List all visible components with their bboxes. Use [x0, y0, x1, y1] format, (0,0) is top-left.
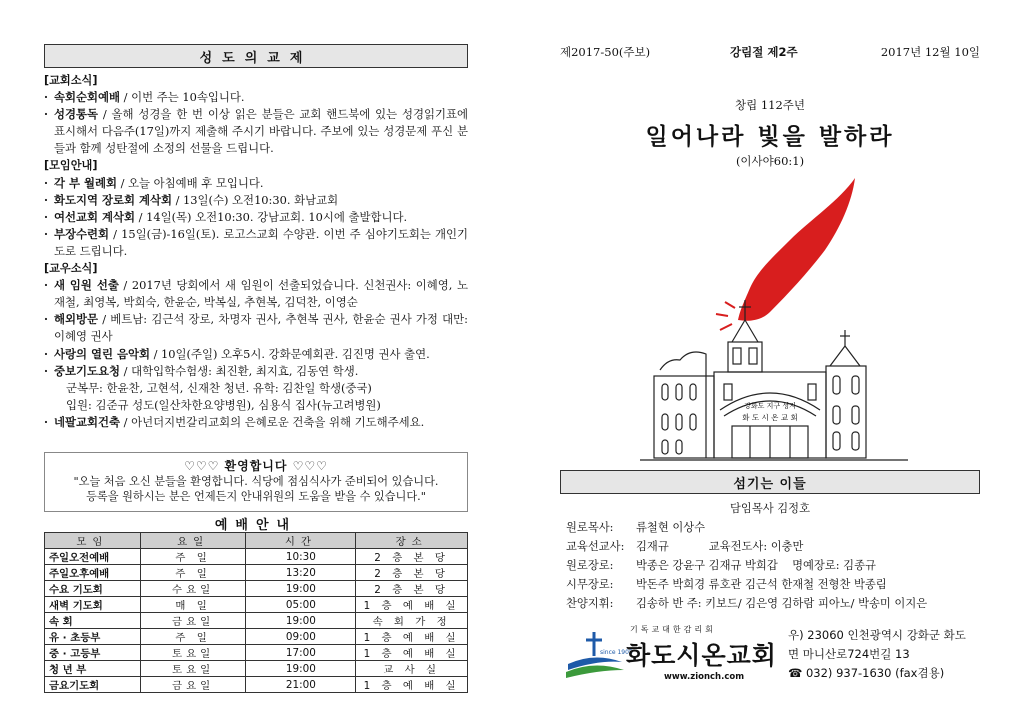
notice-item: · 여선교회 계삭회 / 14일(목) 오전10:30. 강남교회. 10시에 출발합니다. — [44, 209, 408, 224]
notice-title: 여선교회 계삭회 — [54, 209, 135, 224]
notice-text: / 2017년 당회에서 새 임원이 선출되었습니다. 신천권사: 이혜영, 노재철, 최영복, 박희숙, 한윤순, 박복실, 추현복, 김덕찬, 이영순 — [54, 278, 468, 310]
welcome-box — [44, 452, 468, 512]
place-cell: 2 층 본 당 — [356, 549, 468, 565]
place-cell: 1 층 예 배 실 — [356, 597, 468, 613]
staff-label: 명예장로: — [792, 559, 840, 572]
notice-item: · 속회순회예배 / 이번 주는 10속입니다. — [44, 90, 245, 105]
staff-row — [566, 594, 986, 613]
staff-label: 교육전도사: — [708, 540, 768, 553]
day-cell: 주 일 — [140, 549, 246, 565]
staff-label: 교육선교사: — [566, 540, 625, 553]
notice-title: 중보기도요청 — [54, 363, 121, 378]
notice-title: 성경통독 — [54, 107, 99, 122]
place-cell: 속 회 가 정 — [356, 613, 468, 629]
staff-row — [566, 537, 986, 556]
place-cell: 2 층 본 당 — [356, 565, 468, 581]
table-row — [45, 677, 468, 693]
staff-value: 김재규 — [636, 540, 669, 553]
meeting-cell: 속 회 — [45, 613, 141, 629]
staff-row — [566, 575, 986, 594]
meeting-cell: 유 · 초등부 — [45, 629, 141, 645]
meeting-cell: 중 · 고등부 — [45, 645, 141, 661]
notice-item: · 부장수련회 / 15일(금)-16일(토). 로고스교회 수양관. 이번 주 심야기도회는 개인기도로 드립니다. — [44, 226, 468, 258]
issue-number: 제2017-50(주보) — [560, 45, 651, 59]
meeting-cell: 청 년 부 — [45, 661, 141, 677]
notice-text: / 아넌더지번갈리교회의 은혜로운 건축을 위해 기도해주세요. — [120, 414, 425, 429]
flame-sparks — [716, 302, 735, 330]
notice-text: / 오늘 아침예배 후 모입니다. — [116, 175, 264, 190]
logo-tagline: 기독교대한감리회 — [630, 625, 716, 634]
notice-title: 각 부 월례회 — [54, 175, 117, 190]
staff-value: 김종규 — [843, 559, 876, 572]
day-cell: 토요일 — [140, 645, 246, 661]
notice-text: / 올해 성경을 한 번 이상 읽은 분들은 교회 핸드북에 있는 성경읽기표에 표시해서 다음주(17일)까지 제출해 주시기 바랍니다. 주보에 있는 성경문제 푸신 분들과 함께 성탄절에 소정의 선물을 드립니다. — [54, 107, 468, 156]
notice-subline: 입원: 김준규 성도(일산차한요양병원), 심용식 집사(뉴고려병원) — [66, 397, 381, 412]
column-header: 장소 — [356, 533, 468, 549]
place-cell: 2 층 본 당 — [356, 581, 468, 597]
staff-value: 김송하 반 주: 키보드/ 김은영 김하람 피아노/ 박송미 이지은 — [636, 597, 928, 610]
day-cell: 주 일 — [140, 565, 246, 581]
notice-text: / 13일(수) 오전10:30. 화남교회 — [171, 192, 339, 207]
anniversary: 창립 112주년 — [734, 98, 806, 112]
motto-title: 일어나라 빛을 발하라 — [645, 124, 895, 150]
table-row — [45, 581, 468, 597]
worship-schedule-table — [44, 532, 468, 693]
place-cell: 1 층 예 배 실 — [356, 645, 468, 661]
logo-website: www.zionch.com — [664, 672, 745, 682]
notice-title: 새 임원 선출 — [54, 278, 119, 293]
category-member-news: [교우소식] — [44, 262, 98, 276]
table-row — [45, 645, 468, 661]
church-emblem-icon — [564, 630, 633, 684]
day-cell: 금요일 — [140, 677, 246, 693]
illustration-sign: 화 도 시 온 교 회 — [742, 413, 798, 422]
category-church-news: [교회소식] — [44, 74, 98, 87]
church-logo — [564, 624, 784, 684]
notice-text: / 14일(목) 오전10:30. 강남교회. 10시에 출발합니다. — [135, 209, 408, 224]
table-row — [45, 549, 468, 565]
notice-item: · 성경통독 / 올해 성경을 한 번 이상 읽은 분들은 교회 핸드북에 있는 성경읽기표에 표시해서 다음주(17일)까지 제출해 주시기 바랍니다. 주보에 있는 성경문제 푸신 분들과 함께 성탄절에 소정의 선물을 드립니다. — [44, 107, 468, 156]
meeting-cell: 주일오후예배 — [45, 565, 141, 581]
time-cell: 19:00 — [246, 581, 356, 597]
notice-text: / 15일(금)-16일(토). 로고스교회 수양관. 이번 주 심야기도회는 개인기도로 드립니다. — [54, 226, 468, 258]
fellowship-header: 성도의교제 — [44, 44, 468, 68]
church-flame-illustration — [640, 170, 910, 465]
logo-since: since 1905 — [600, 649, 633, 656]
welcome-line: "오늘 처음 오신 분들을 환영합니다. 식당에 점심식사가 준비되어 있습니다. — [73, 475, 439, 488]
notice-subline: 군복무: 한윤찬, 고현석, 신재찬 청년. 유학: 김찬일 학생(중국) — [66, 380, 372, 395]
table-row — [45, 597, 468, 613]
church-address — [788, 626, 966, 683]
day-cell: 주 일 — [140, 629, 246, 645]
table-row — [45, 661, 468, 677]
issue-date: 2017년 12월 10일 — [880, 45, 980, 59]
address-line: 면 마니산로724번길 13 — [788, 647, 910, 661]
notice-title: 해외방문 — [54, 312, 99, 327]
notice-item: · 해외방문 / 베트남: 김근석 장로, 차명자 권사, 추현복 권사, 한윤순 권사 가정 대만: 이혜영 권사 — [44, 312, 468, 344]
phone-line: ☎ 032) 937-1630 (fax겸용) — [788, 666, 945, 680]
table-row — [45, 629, 468, 645]
place-cell: 교 사 실 — [356, 661, 468, 677]
staff-value: 박돈주 박희경 류호관 김근석 한재철 전형찬 박종림 — [636, 578, 887, 591]
meeting-cell: 수요 기도회 — [45, 581, 141, 597]
staff-value: 박종은 강윤구 김재규 박희갑 — [636, 559, 778, 572]
notice-text: / 이번 주는 10속입니다. — [120, 90, 245, 105]
flame-shape — [738, 178, 855, 321]
day-cell: 수요일 — [140, 581, 246, 597]
table-row — [45, 565, 468, 581]
table-header-row — [45, 533, 468, 549]
notice-text: / 베트남: 김근석 장로, 차명자 권사, 추현복 권사, 한윤순 권사 가정 대만: 이혜영 권사 — [54, 312, 468, 344]
staff-label: 원로목사: — [566, 521, 614, 534]
staff-label: 시무장로: — [566, 578, 614, 591]
meeting-cell: 새벽 기도회 — [45, 597, 141, 613]
notice-item: · 네팔교회건축 / 아넌더지번갈리교회의 은혜로운 건축을 위해 기도해주세요. — [44, 414, 425, 429]
place-cell: 1 층 예 배 실 — [356, 629, 468, 645]
day-cell: 금요일 — [140, 613, 246, 629]
column-header: 모임 — [45, 533, 141, 549]
servants-list — [566, 499, 986, 613]
notice-title: 사랑의 열린 음악회 — [54, 346, 150, 361]
scripture-reference: (이사야60:1) — [735, 154, 805, 168]
schedule-title: 예배안내 — [214, 518, 298, 533]
day-cell: 토요일 — [140, 661, 246, 677]
time-cell: 21:00 — [246, 677, 356, 693]
fellowship-section — [44, 44, 468, 431]
staff-row — [566, 556, 986, 575]
notice-title: 화도지역 장로회 계삭회 — [54, 192, 172, 207]
notice-item: · 새 임원 선출 / 2017년 당회에서 새 임원이 선출되었습니다. 신천권사: 이혜영, 노재철, 최영복, 박희숙, 한윤순, 박복실, 추현복, 김덕찬, 이영순 — [44, 278, 468, 310]
notice-item: · 중보기도요청 / 대학입학수험생: 최진환, 최지효, 김동연 학생. 군복무: 한윤찬, 고현석, 신재찬 청년. 유학: 김찬일 학생(중국) 입원: 김준규 성도(일산차한요양병원), 심용식 집사(뉴고려병원) — [44, 363, 468, 414]
notice-text: / 대학입학수험생: 최진환, 최지효, 김동연 학생. — [120, 363, 359, 378]
liturgical-week: 강림절 제2주 — [730, 45, 798, 59]
notice-item: · 사랑의 열린 음악회 / 10일(주일) 오후5시. 강화문예회관. 김진명 권사 출연. — [44, 346, 430, 361]
meeting-cell: 주일오전예배 — [45, 549, 141, 565]
table-row — [45, 613, 468, 629]
staff-value: 이충만 — [770, 540, 804, 553]
staff-row — [566, 518, 986, 537]
notice-title: 네팔교회건축 — [54, 414, 121, 429]
column-header: 시간 — [246, 533, 356, 549]
staff-label: 원로장로: — [566, 559, 614, 572]
notice-title: 속회순회예배 — [54, 90, 121, 105]
notice-text: / 10일(주일) 오후5시. 강화문예회관. 김진명 권사 출연. — [149, 346, 430, 361]
day-cell: 매 일 — [140, 597, 246, 613]
senior-pastor: 담임목사 김정호 — [730, 502, 810, 515]
place-cell: 1 층 예 배 실 — [356, 677, 468, 693]
time-cell: 05:00 — [246, 597, 356, 613]
welcome-title: ♡♡♡ 환영합니다 ♡♡♡ — [184, 459, 328, 473]
servants-header: 섬기는 이들 — [560, 470, 980, 494]
column-header: 요일 — [140, 533, 246, 549]
time-cell: 10:30 — [246, 549, 356, 565]
welcome-line: 등록을 원하시는 분은 언제든지 안내위원의 도움을 받을 수 있습니다." — [86, 490, 426, 503]
time-cell: 19:00 — [246, 661, 356, 677]
address-line: 우) 23060 인천광역시 강화군 화도 — [788, 628, 966, 642]
staff-label: 찬양지휘: — [566, 597, 614, 610]
logo-church-name: 화도시온교회 — [626, 641, 777, 670]
notice-item: · 각 부 월례회 / 오늘 아침예배 후 모입니다. — [44, 175, 264, 190]
time-cell: 19:00 — [246, 613, 356, 629]
staff-value: 류철현 이상수 — [636, 521, 706, 534]
time-cell: 09:00 — [246, 629, 356, 645]
notices — [44, 72, 468, 431]
illustration-sign: 강화도 지구 성지 — [744, 402, 796, 410]
category-meetings: [모임안내] — [44, 159, 98, 173]
notice-title: 부장수련회 — [54, 226, 110, 241]
meeting-cell: 금요기도회 — [45, 677, 141, 693]
notice-item: · 화도지역 장로회 계삭회 / 13일(수) 오전10:30. 화남교회 — [44, 192, 339, 207]
time-cell: 17:00 — [246, 645, 356, 661]
time-cell: 13:20 — [246, 565, 356, 581]
